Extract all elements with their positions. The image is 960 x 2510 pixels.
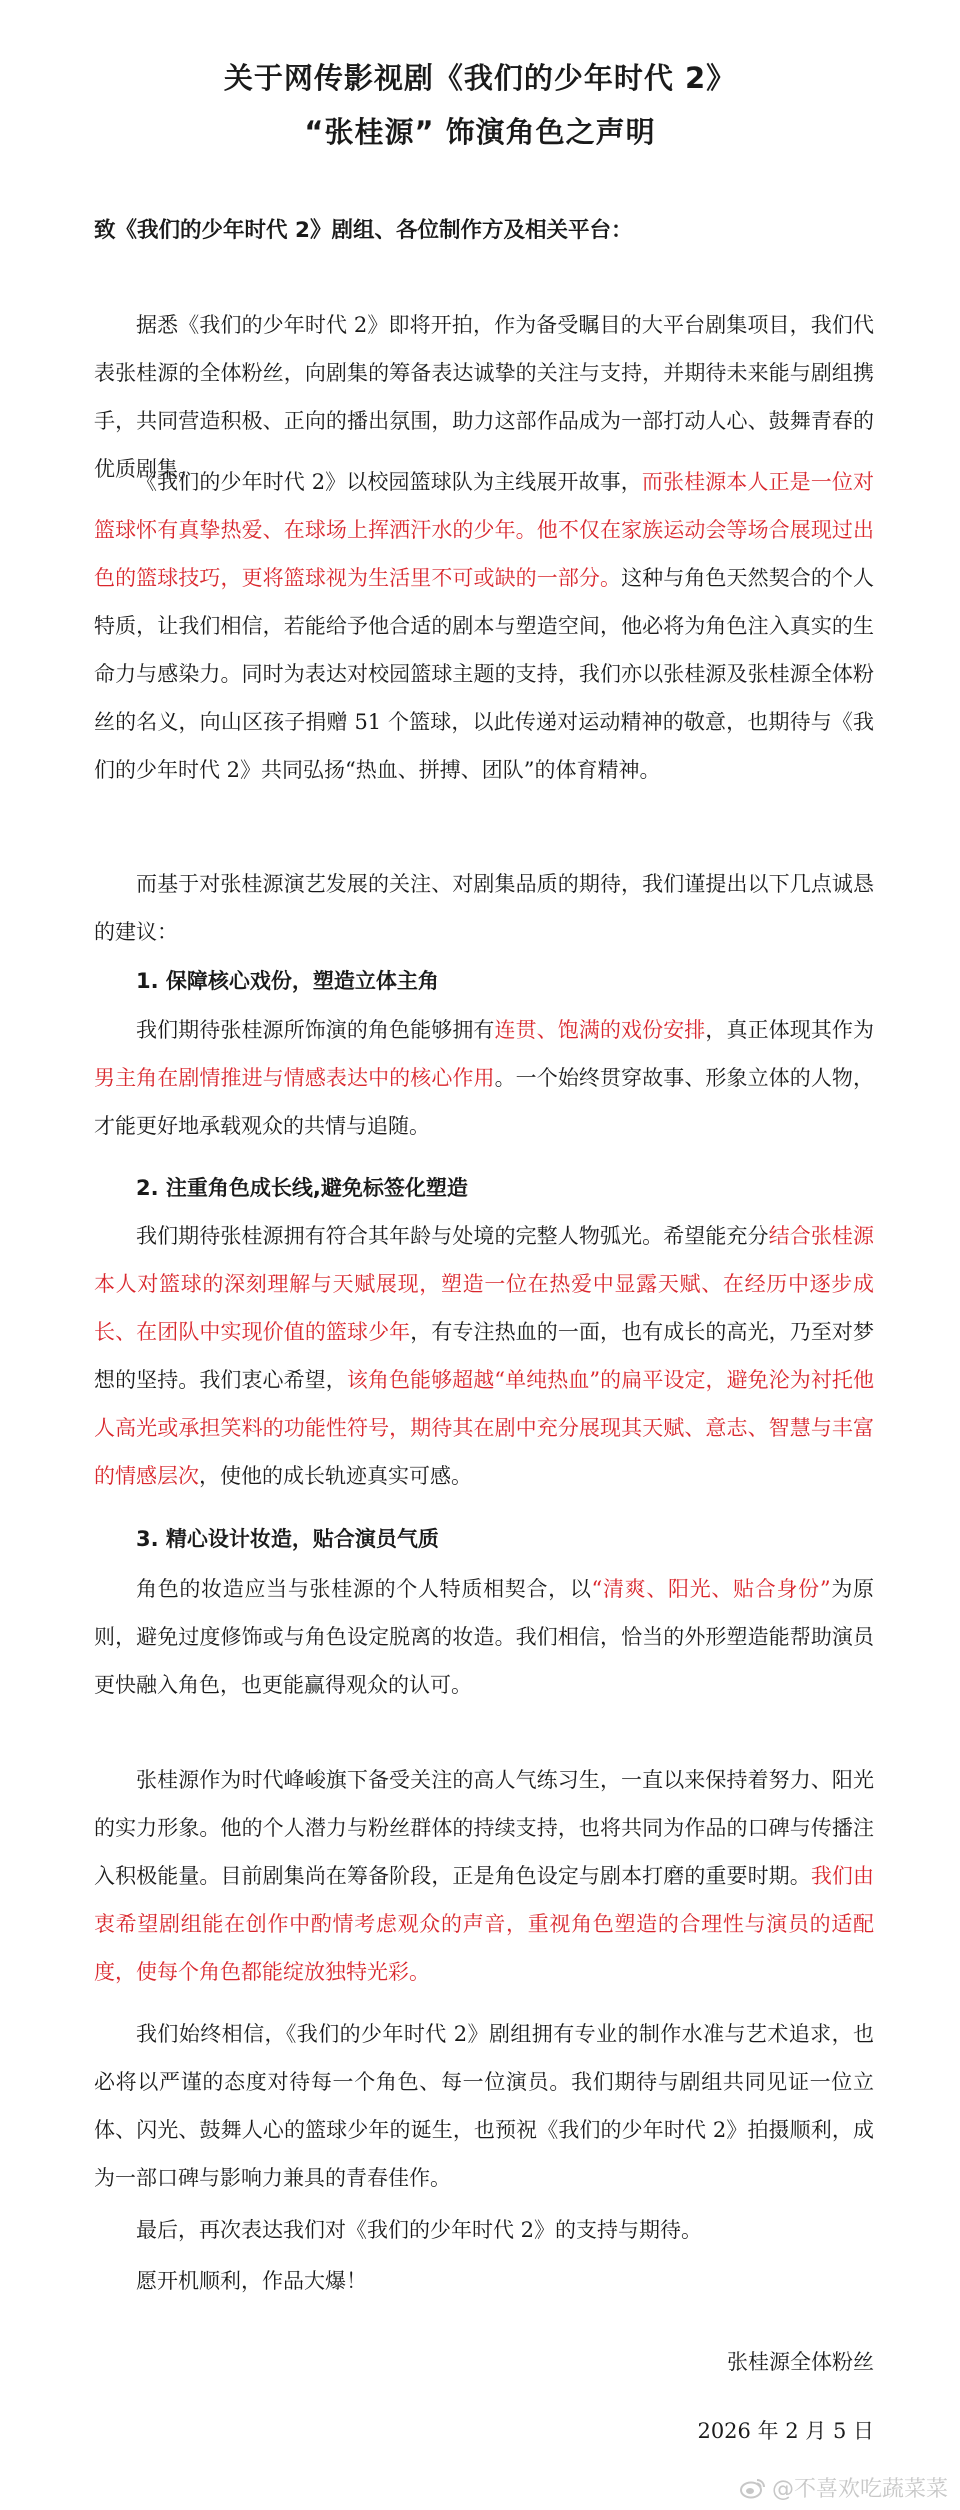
section-heading-3: 3. 精心设计妆造，贴合演员气质	[136, 1527, 439, 1551]
weibo-icon	[740, 2477, 766, 2499]
paragraph-closing: 最后，再次表达我们对《我们的少年时代 2》的支持与期待。	[136, 2218, 703, 2242]
highlight-text: 该角色能够超越“单纯热血”的扁平设定，避免沦为衬托他人高光或承担笑料的功能性符号，期待其在剧中充分展现其天赋、意志、智慧与丰富的情感层次	[94, 1368, 874, 1488]
signature: 张桂源全体粉丝	[727, 2350, 874, 2374]
text-run: 。一个始终贯穿故事、形象立体的人物，才能更好地承载观众的共情与追随。	[94, 1066, 875, 1138]
title-line-2: “张桂源” 饰演角色之声明	[304, 115, 656, 149]
section-heading-1: 1. 保障核心戏份，塑造立体主角	[136, 969, 439, 993]
highlight-text: “清爽、阳光、贴合身份”	[591, 1577, 831, 1601]
paragraph-artist-image	[94, 1756, 874, 1996]
salutation: 致《我们的少年时代 2》剧组、各位制作方及相关平台：	[94, 218, 633, 243]
text-run: 我们期待张桂源所饰演的角色能够拥有	[136, 1018, 495, 1042]
text-run: ，有专注热血的一面，也有成长的高光，乃至对梦想的坚持。我们衷心希望，	[94, 1320, 874, 1392]
highlight-text: 男主角在剧情推进与情感表达中的核心作用	[94, 1066, 495, 1090]
signature-date: 2026 年 2 月 5 日	[697, 2419, 874, 2443]
paragraph-confidence: 我们始终相信，《我们的少年时代 2》剧组拥有专业的制作水准与艺术追求，也必将以严谨的态度对待每一个角色、每一位演员。我们期待与剧组共同见证一位立体、闪光、鼓舞人心的篮球少年的诞生，也预祝《我们的少年时代 2》拍摄顺利，成为一部口碑与影响力兼具的青春佳作。	[94, 2022, 874, 2190]
title-line-1: 关于网传影视剧《我们的少年时代 2》	[223, 61, 737, 95]
highlight-text: 我们由衷希望剧组能在创作中酌情考虑观众的声音，重视角色塑造的合理性与演员的适配度，使每个角色都能绽放独特光彩。	[94, 1864, 875, 1984]
paragraph-core-role	[94, 1006, 874, 1150]
highlight-text: 而张桂源本人正是一位对篮球怀有真挚热爱、在球场上挥洒汗水的少年。他不仅在家族运动会等场合展现过出色的篮球技巧，更将篮球视为生活里不可或缺的一部分。	[94, 470, 874, 590]
text-run: 为原则，避免过度修饰或与角色设定脱离的妆造。我们相信，恰当的外形塑造能帮助演员更快融入角色，也更能赢得观众的认可。	[94, 1577, 875, 1697]
text-run: 《我们的少年时代 2》以校园篮球队为主线展开故事，	[136, 470, 642, 494]
weibo-watermark	[740, 2472, 948, 2503]
text-run: ，使他的成长轨迹真实可感。	[199, 1464, 472, 1488]
paragraph-basketball	[94, 458, 874, 794]
text-run: 角色的妆造应当与张桂源的个人特质相契合，以	[136, 1577, 592, 1601]
text-run: 这种与角色天然契合的个人特质，让我们相信，若能给予他合适的剧本与塑造空间，他必将为角色注入真实的生命力与感染力。同时为表达对校园篮球主题的支持，我们亦以张桂源及张桂源全体粉丝的名义，向山区孩子捐赠 51 个篮球，以此传递对运动精神的敬意，也期待与《我们的少年时代 2》共同弘扬“热血、拼搏、团队”的体育精神。	[94, 566, 875, 782]
paragraph-intro: 据悉《我们的少年时代 2》即将开拍，作为备受瞩目的大平台剧集项目，我们代表张桂源的全体粉丝，向剧集的筹备表达诚挚的关注与支持，并期待未来能与剧组携手，共同营造积极、正向的播出氛围，助力这部作品成为一部打动人心、鼓舞青春的优质剧集。	[94, 313, 874, 481]
paragraph-wishes: 愿开机顺利，作品大爆！	[136, 2269, 367, 2293]
paragraph-growth-arc	[94, 1212, 874, 1500]
highlight-text: 连贯、饱满的戏份安排	[494, 1018, 706, 1042]
section-heading-2: 2. 注重角色成长线,避免标签化塑造	[136, 1176, 468, 1200]
text-run: 我们期待张桂源拥有符合其年龄与处境的完整人物弧光。希望能充分	[136, 1224, 769, 1248]
highlight-text: 结合张桂源本人对篮球的深刻理解与天赋展现，塑造一位在热爱中显露天赋、在经历中逐步成长、在团队中实现价值的篮球少年	[94, 1224, 875, 1344]
paragraph-styling	[94, 1565, 874, 1709]
watermark-handle: @不喜欢吃蔬菜菜	[771, 2477, 948, 2502]
text-run: 张桂源作为时代峰峻旗下备受关注的高人气练习生，一直以来保持着努力、阳光的实力形象。他的个人潜力与粉丝群体的持续支持，也将共同为作品的口碑与传播注入积极能量。目前剧集尚在筹备阶段，正是角色设定与剧本打磨的重要时期。	[94, 1768, 874, 1888]
paragraph-suggestions-intro: 而基于对张桂源演艺发展的关注、对剧集品质的期待，我们谨提出以下几点诚恳的建议：	[94, 872, 874, 944]
text-run: ，真正体现其作为	[705, 1018, 875, 1042]
